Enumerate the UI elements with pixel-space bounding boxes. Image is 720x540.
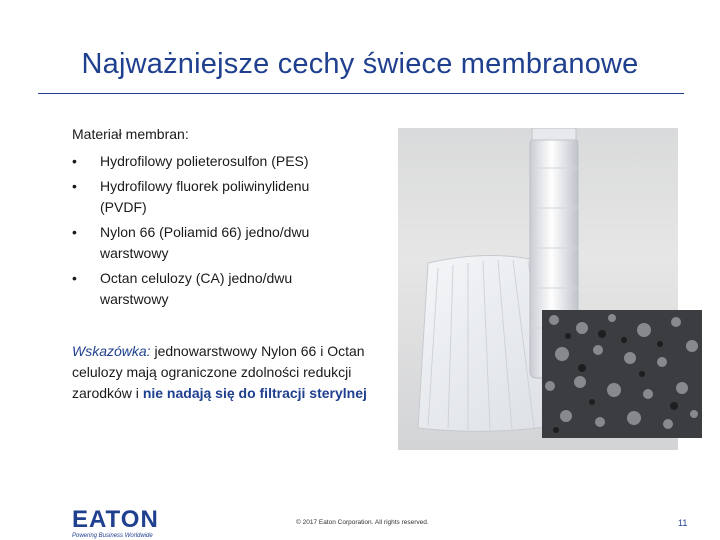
logo-wordmark: EATON: [72, 506, 159, 533]
logo-tagline: Powering Business Worldwide: [72, 533, 153, 539]
list-item: • Octan celulozy (CA) jedno/dwu warstwowy: [72, 270, 293, 307]
bullet-icon: •: [72, 224, 77, 240]
material-section: [72, 124, 372, 314]
list-item: • Hydrofilowy polieterosulfon (PES): [72, 151, 352, 172]
material-heading: Materiał membran:: [72, 126, 189, 142]
copyright-text: © 2017 Eaton Corporation. All rights reserved.: [296, 519, 429, 526]
list-item: • Hydrofilowy fluorek poliwinylidenu (PVDF): [72, 178, 310, 215]
title-divider: [38, 93, 684, 94]
page-number: 11: [678, 518, 688, 528]
hint-note: [72, 341, 372, 404]
hint-highlight: nie nadają się do filtracji sterylnej: [142, 385, 367, 401]
membrane-micrograph-image: [542, 310, 702, 438]
bullet-icon: •: [72, 153, 77, 169]
bullet-icon: •: [72, 178, 77, 194]
hint-text: jednowarstwowy Nylon 66 i Octan celulozy mają ograniczone zdolności redukcji zarodków i: [72, 343, 365, 401]
eaton-logo: [72, 508, 159, 539]
slide-title: Najważniejsze cechy świece membranowe: [81, 48, 639, 80]
list-item: • Nylon 66 (Poliamid 66) jedno/dwu warstwowy: [72, 224, 310, 261]
material-list: [72, 151, 372, 310]
hint-label: Wskazówka:: [72, 343, 151, 359]
bullet-icon: •: [72, 270, 77, 286]
